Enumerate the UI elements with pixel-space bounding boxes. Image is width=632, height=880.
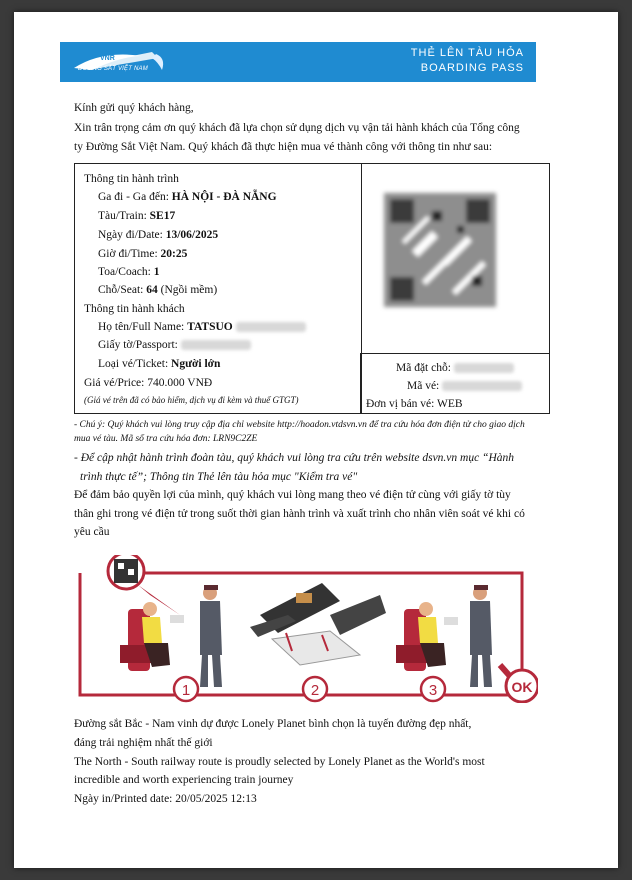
time-value: 20:25	[160, 248, 188, 260]
footer-en-line-2: incredible and worth experiencing train journey	[74, 774, 294, 786]
body-line-2: thân ghi trong vé điện tử trong suốt thời gian hành trình và xuất trình cho nhân viên soát vé khi có	[74, 508, 525, 520]
header-title	[411, 46, 524, 76]
trip-section-title: Thông tin hành trình	[84, 173, 179, 185]
seat-value: 64	[146, 284, 158, 296]
step-1-badge	[174, 677, 198, 701]
intro-line-1: Xin trân trọng cảm ơn quý khách đã lựa chọn sử dụng dịch vụ vận tải hành khách của Tổng công	[74, 122, 520, 134]
redacted-surname	[236, 322, 306, 332]
redacted-passport	[181, 340, 251, 350]
step-1-number: 1	[181, 682, 191, 699]
vnr-logo-icon	[72, 46, 172, 78]
price-note: (Giá vé trên đã có bảo hiểm, dịch vụ đi kèm và thuế GTGT)	[84, 395, 299, 405]
name-value: TATSUO	[187, 321, 233, 333]
logo-text: ĐƯỜNG SẮT VIỆT NAM	[78, 66, 148, 72]
logo-mark: VNR	[100, 55, 115, 62]
footer-vi-line-2: đáng trải nghiệm nhất thế giới	[74, 737, 213, 749]
train-row: Tàu/Train: SE17	[98, 210, 176, 222]
date-value: 13/06/2025	[165, 229, 219, 241]
update-note-line-2: trình thực tế”; Thông tin Thẻ lên tàu hỏa mục "Kiểm tra vé"	[80, 471, 358, 483]
intro-line-2: ty Đường Sắt Việt Nam. Quý khách đã thực hiện mua vé thành công với thông tin như sau:	[74, 141, 493, 153]
body-line-1: Để đảm bảo quyền lợi của mình, quý khách vui lòng mang theo vé điện tử cùng với giấy tờ tùy	[74, 489, 511, 501]
step-3-badge	[421, 677, 445, 701]
step-2-scene	[250, 583, 386, 665]
step-1-scene	[108, 555, 222, 687]
train-value: SE17	[149, 210, 176, 222]
ticket-check-illustration	[60, 555, 538, 703]
ticket-type-value: Người lớn	[171, 358, 221, 370]
body-line-3: yêu cầu	[74, 526, 110, 538]
qr-code-icon	[372, 181, 508, 319]
ticket-number-row: Mã vé:	[407, 379, 522, 393]
booking-code-row: Mã đặt chỗ:	[396, 361, 514, 375]
step-2-number: 2	[310, 682, 320, 699]
coach-row: Toa/Coach: 1	[98, 266, 160, 278]
passport-row: Giấy tờ/Passport:	[98, 338, 251, 352]
title-vi: THẺ LÊN TÀU HỎA	[410, 47, 524, 59]
price-value: 740.000 VNĐ	[147, 377, 213, 389]
greeting: Kính gửi quý khách hàng,	[74, 102, 194, 114]
boarding-pass-header	[60, 42, 536, 82]
redacted-booking-code	[454, 363, 514, 373]
route-row: Ga đi - Ga đến: HÀ NỘI - ĐÀ NẴNG	[98, 191, 277, 203]
coach-value: 1	[153, 266, 160, 278]
name-row: Họ tên/Full Name: TATSUO	[98, 320, 306, 334]
ticket-type-row: Loại vé/Ticket: Người lớn	[98, 358, 221, 370]
title-en: BOARDING PASS	[420, 62, 524, 74]
invoice-note-line-2: mua vé tàu. Mã số tra cứu hóa đơn: LRN9C2ZE	[74, 434, 258, 444]
seat-row: Chỗ/Seat: 64 (Ngồi mềm)	[98, 284, 218, 296]
time-row: Giờ đi/Time: 20:25	[98, 248, 188, 260]
footer-en-line-1: The North - South railway route is proudly selected by Lonely Planet as the World's most	[74, 756, 485, 768]
step-2-badge	[303, 677, 327, 701]
step-3-scene	[396, 585, 516, 687]
route-value: HÀ NỘI - ĐÀ NẴNG	[171, 191, 277, 203]
ok-label: OK	[511, 679, 533, 695]
step-3-number: 3	[428, 682, 438, 699]
price-row: Giá vé/Price: 740.000 VNĐ	[84, 377, 213, 389]
ok-badge	[506, 670, 538, 702]
printed-date: Ngày in/Printed date: 20/05/2025 12:13	[74, 793, 257, 805]
redacted-ticket-number	[442, 381, 522, 391]
footer-vi-line-1: Đường sắt Bắc - Nam vinh dự được Lonely Planet bình chọn là tuyến đường đẹp nhất,	[74, 718, 472, 730]
seller-value: WEB	[437, 398, 463, 410]
passenger-section-title: Thông tin hành khách	[84, 303, 185, 315]
date-row: Ngày đi/Date: 13/06/2025	[98, 229, 219, 241]
update-note-line-1: - Để cập nhật hành trình đoàn tàu, quý khách vui lòng tra cứu trên website dsvn.vn mục “Hành	[74, 452, 515, 464]
invoice-note-line-1: - Chú ý: Quý khách vui lòng truy cập địa chỉ website http://hoadon.vtdsvn.vn để tra cứu hóa đơn điện tử cho giao dịch	[74, 420, 525, 430]
seller-row: Đơn vị bán vé: WEB	[366, 398, 463, 410]
